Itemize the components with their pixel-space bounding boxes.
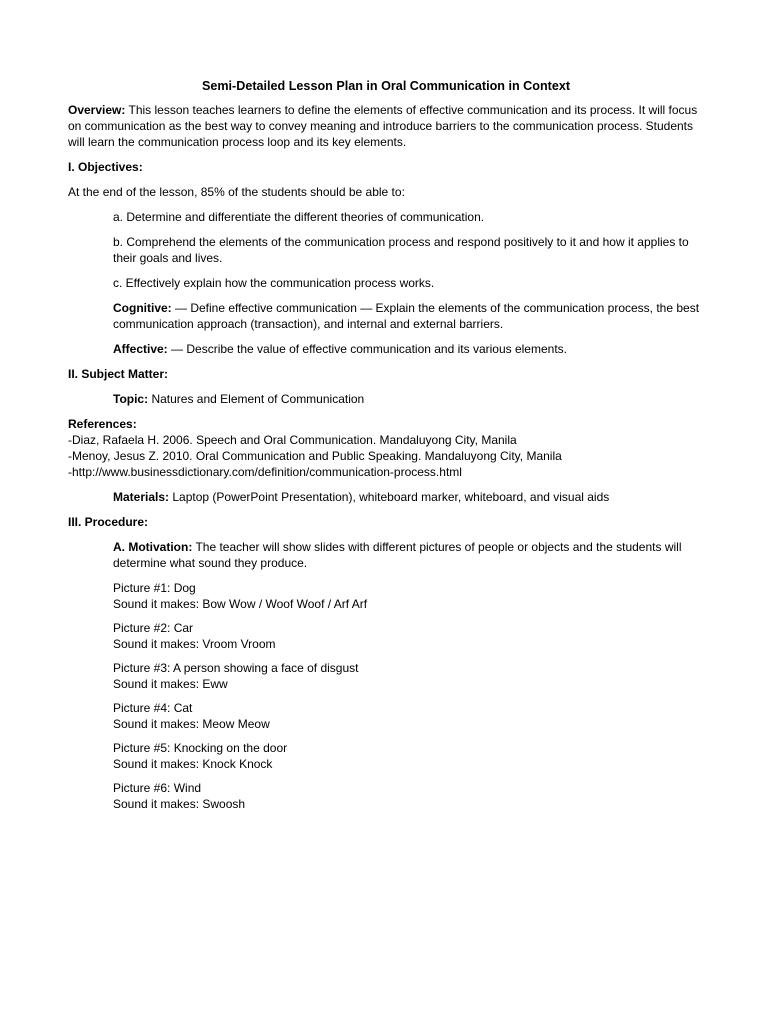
sound-label: Sound it makes: Meow Meow (113, 717, 270, 731)
motivation-paragraph (113, 539, 704, 571)
topic-text: Natures and Element of Communication (148, 392, 365, 406)
reference-item: -Menoy, Jesus Z. 2010. Oral Communication and Public Speaking. Mandaluyong City, Manila (68, 449, 562, 463)
overview-text: This lesson teaches learners to define the elements of effective communication and its process. It will focus on communication as the best way to convey meaning and introduce barriers to the communication process. Students will learn the communication process loop and its key elements. (68, 103, 698, 149)
picture-label: Picture #5: Knocking on the door (113, 741, 288, 755)
picture-entry (113, 580, 704, 612)
topic-label: Topic: (113, 392, 149, 406)
objectives-intro: At the end of the lesson, 85% of the students should be able to: (68, 185, 405, 199)
affective-text: — Describe the value of effective communication and its various elements. (167, 342, 567, 356)
cognitive-label: Cognitive: (113, 301, 172, 315)
document-title: Semi-Detailed Lesson Plan in Oral Communication in Context (201, 79, 571, 93)
topic-paragraph (113, 391, 704, 407)
materials-label: Materials: (113, 490, 170, 504)
sound-label: Sound it makes: Swoosh (113, 797, 246, 811)
picture-entry (113, 700, 704, 732)
overview-label: Overview: (68, 103, 126, 117)
subject-matter-heading: II. Subject Matter: (68, 367, 169, 381)
reference-item: -http://www.businessdictionary.com/definition/communication-process.html (68, 465, 462, 479)
materials-text: Laptop (PowerPoint Presentation), whiteboard marker, whiteboard, and visual aids (169, 490, 610, 504)
materials-paragraph (113, 489, 704, 505)
picture-entry (113, 660, 704, 692)
references-block (68, 416, 704, 480)
objectives-heading: I. Objectives: (68, 160, 143, 174)
picture-entry (113, 740, 704, 772)
cognitive-text: — Define effective communication — Explain the elements of the communication process, the best communication approach (transaction), and internal and external barriers. (113, 301, 700, 331)
objective-item-b: b. Comprehend the elements of the communication process and respond positively to it and how it applies to their goals and lives. (113, 235, 689, 265)
sound-label: Sound it makes: Knock Knock (113, 757, 273, 771)
objective-item-c: c. Effectively explain how the communication process works. (113, 276, 435, 290)
motivation-label: A. Motivation: (113, 540, 193, 554)
motivation-text: The teacher will show slides with different pictures of people or objects and the students will determine what sound they produce. (113, 540, 682, 570)
sound-label: Sound it makes: Vroom Vroom (113, 637, 276, 651)
sound-label: Sound it makes: Bow Wow / Woof Woof / Arf Arf (113, 597, 368, 611)
references-label: References: (68, 417, 137, 431)
picture-label: Picture #6: Wind (113, 781, 202, 795)
picture-label: Picture #3: A person showing a face of disgust (113, 661, 359, 675)
picture-label: Picture #4: Cat (113, 701, 193, 715)
reference-item: -Diaz, Rafaela H. 2006. Speech and Oral Communication. Mandaluyong City, Manila (68, 433, 517, 447)
objective-item-a: a. Determine and differentiate the different theories of communication. (113, 210, 485, 224)
procedure-heading: III. Procedure: (68, 515, 149, 529)
affective-label: Affective: (113, 342, 168, 356)
affective-paragraph (113, 341, 704, 357)
picture-label: Picture #2: Car (113, 621, 194, 635)
picture-entry (113, 780, 704, 812)
sound-label: Sound it makes: Eww (113, 677, 228, 691)
overview-paragraph (68, 102, 704, 150)
picture-entry (113, 620, 704, 652)
picture-label: Picture #1: Dog (113, 581, 196, 595)
cognitive-paragraph (113, 300, 704, 332)
